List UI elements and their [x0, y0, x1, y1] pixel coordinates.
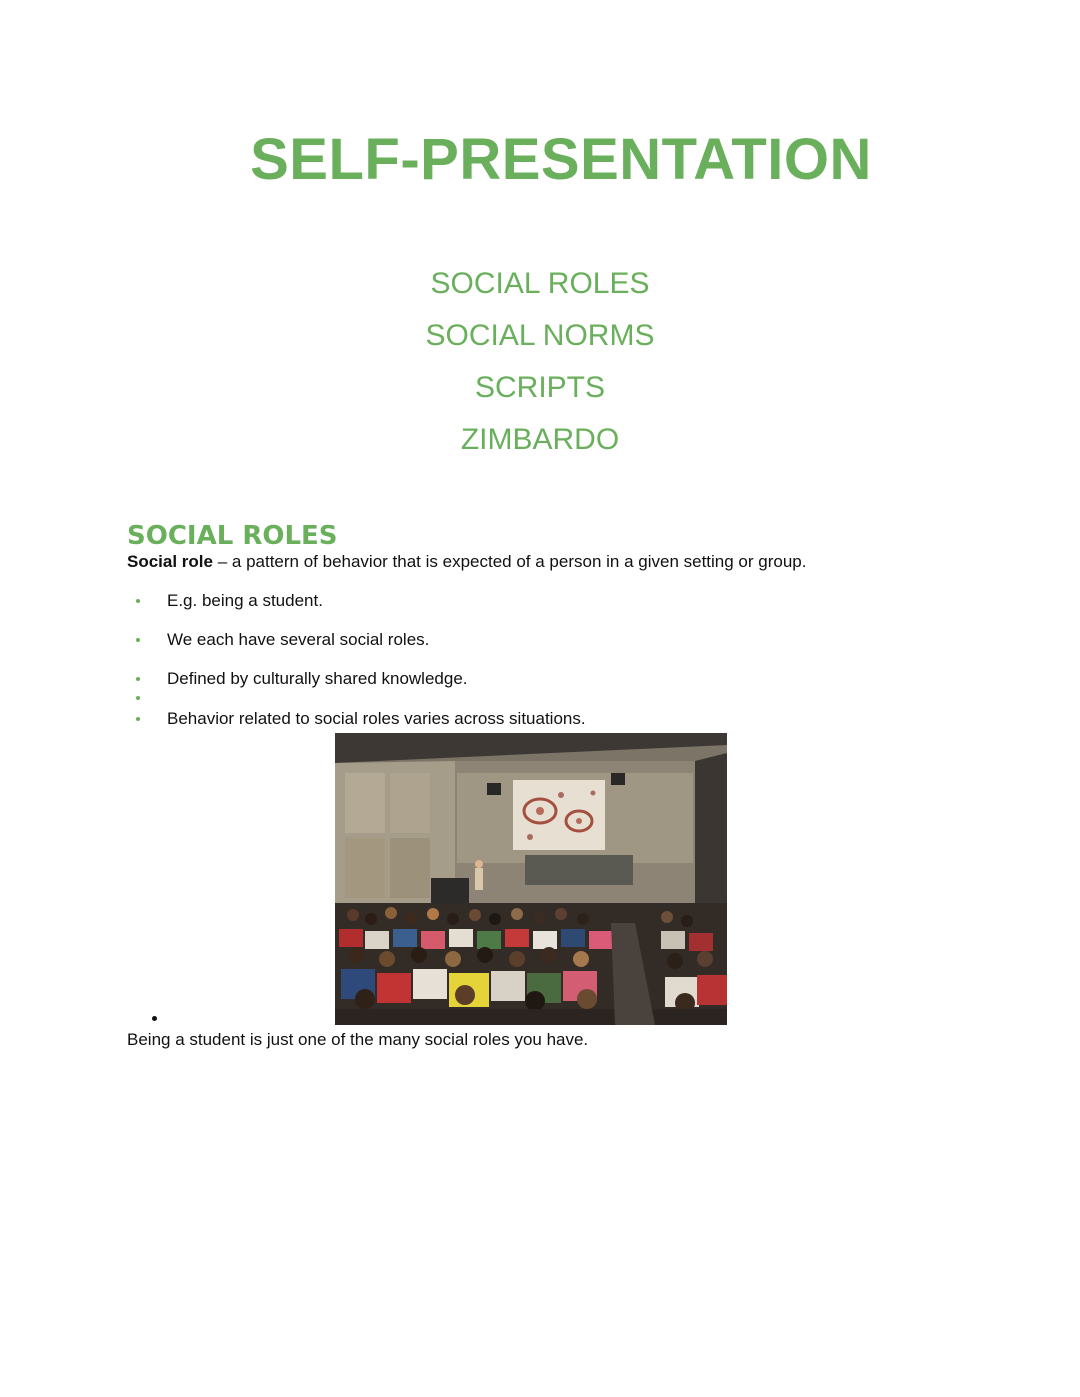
- bullet-dot-icon: [136, 717, 140, 721]
- definition-text: – a pattern of behavior that is expected of a person in a given setting or group.: [212, 552, 807, 571]
- topic-social-roles: SOCIAL ROLES: [430, 267, 650, 300]
- bullet-dot-icon: [136, 696, 140, 700]
- bullet-dot-icon: [136, 638, 140, 642]
- topic-social-norms: SOCIAL NORMS: [425, 319, 655, 352]
- bullet-item: [127, 590, 586, 612]
- topic-zimbardo: ZIMBARDO: [460, 423, 620, 456]
- bullet-list: [127, 590, 586, 730]
- definition-term: Social role: [127, 552, 213, 571]
- bullet-text: Behavior related to social roles varies across situations.: [167, 709, 586, 728]
- page-title: SELF-PRESENTATION: [250, 127, 872, 192]
- image-caption: Being a student is just one of the many social roles you have.: [127, 1030, 589, 1049]
- bullet-dot-icon: [136, 677, 140, 681]
- topic-scripts: SCRIPTS: [474, 371, 606, 404]
- bullet-item: [127, 687, 586, 709]
- topics-list: [0, 258, 1080, 466]
- section-heading: SOCIAL ROLES: [127, 521, 338, 551]
- lecture-hall-photo: [335, 733, 727, 1025]
- bullet-text: Defined by culturally shared knowledge.: [167, 669, 468, 688]
- stray-bullet-dot: [152, 1016, 157, 1021]
- definition: [127, 551, 806, 573]
- bullet-text: E.g. being a student.: [167, 591, 323, 610]
- bullet-dot-icon: [136, 599, 140, 603]
- bullet-item: [127, 708, 586, 730]
- bullet-item: [127, 629, 586, 651]
- bullet-text: We each have several social roles.: [167, 630, 430, 649]
